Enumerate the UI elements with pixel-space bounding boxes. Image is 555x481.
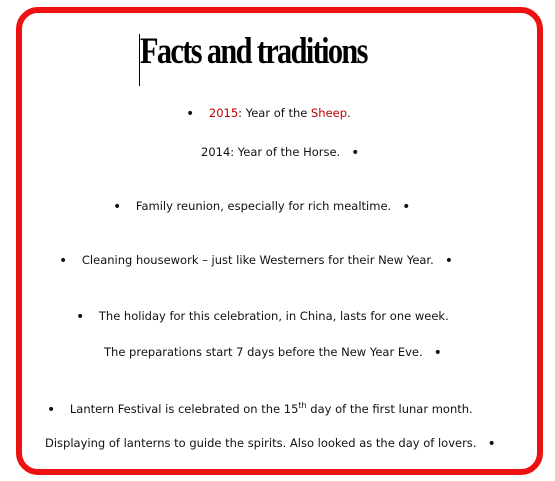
bullet-icon: • [186, 106, 195, 122]
fact-line-7 [47, 401, 473, 417]
fact-text: 2014: Year of the Horse. [201, 145, 341, 159]
fact-line-2 [201, 145, 359, 160]
fact-line-6 [104, 345, 442, 360]
fact-text: Cleaning housework – just like Westerners for their New Year. [81, 253, 434, 267]
ordinal-suffix: th [298, 401, 307, 410]
bullet-icon: • [487, 436, 496, 452]
highlight-year: 2015 [208, 106, 239, 120]
highlight-animal: Sheep [310, 106, 348, 120]
fact-line-1 [186, 106, 351, 121]
bullet-icon: • [59, 253, 68, 269]
fact-text: Displaying of lanterns to guide the spirits. Also looked as the day of lovers. [45, 436, 477, 450]
fact-text: The holiday for this celebration, in China, lasts for one week. [98, 309, 449, 323]
bullet-icon: • [76, 309, 85, 325]
fact-text: Family reunion, especially for rich mealtime. [135, 199, 392, 213]
bullet-icon: • [113, 199, 122, 215]
fact-text: Lantern Festival is celebrated on the 15 [69, 402, 299, 416]
fact-text: : Year of the [238, 106, 311, 120]
fact-line-8 [45, 436, 496, 451]
fact-line-3 [113, 199, 410, 214]
bullet-icon: • [433, 345, 442, 361]
fact-text: day of the first lunar month. [306, 402, 473, 416]
bullet-icon: • [47, 402, 56, 418]
page-title: Facts and traditions [140, 31, 367, 72]
fact-line-4 [59, 253, 453, 268]
fact-line-5 [76, 309, 449, 324]
fact-text: . [347, 106, 351, 120]
fact-text: The preparations start 7 days before the New Year Eve. [104, 345, 423, 359]
bullet-icon: • [444, 253, 453, 269]
bullet-icon: • [351, 145, 360, 161]
bullet-icon: • [402, 199, 411, 215]
